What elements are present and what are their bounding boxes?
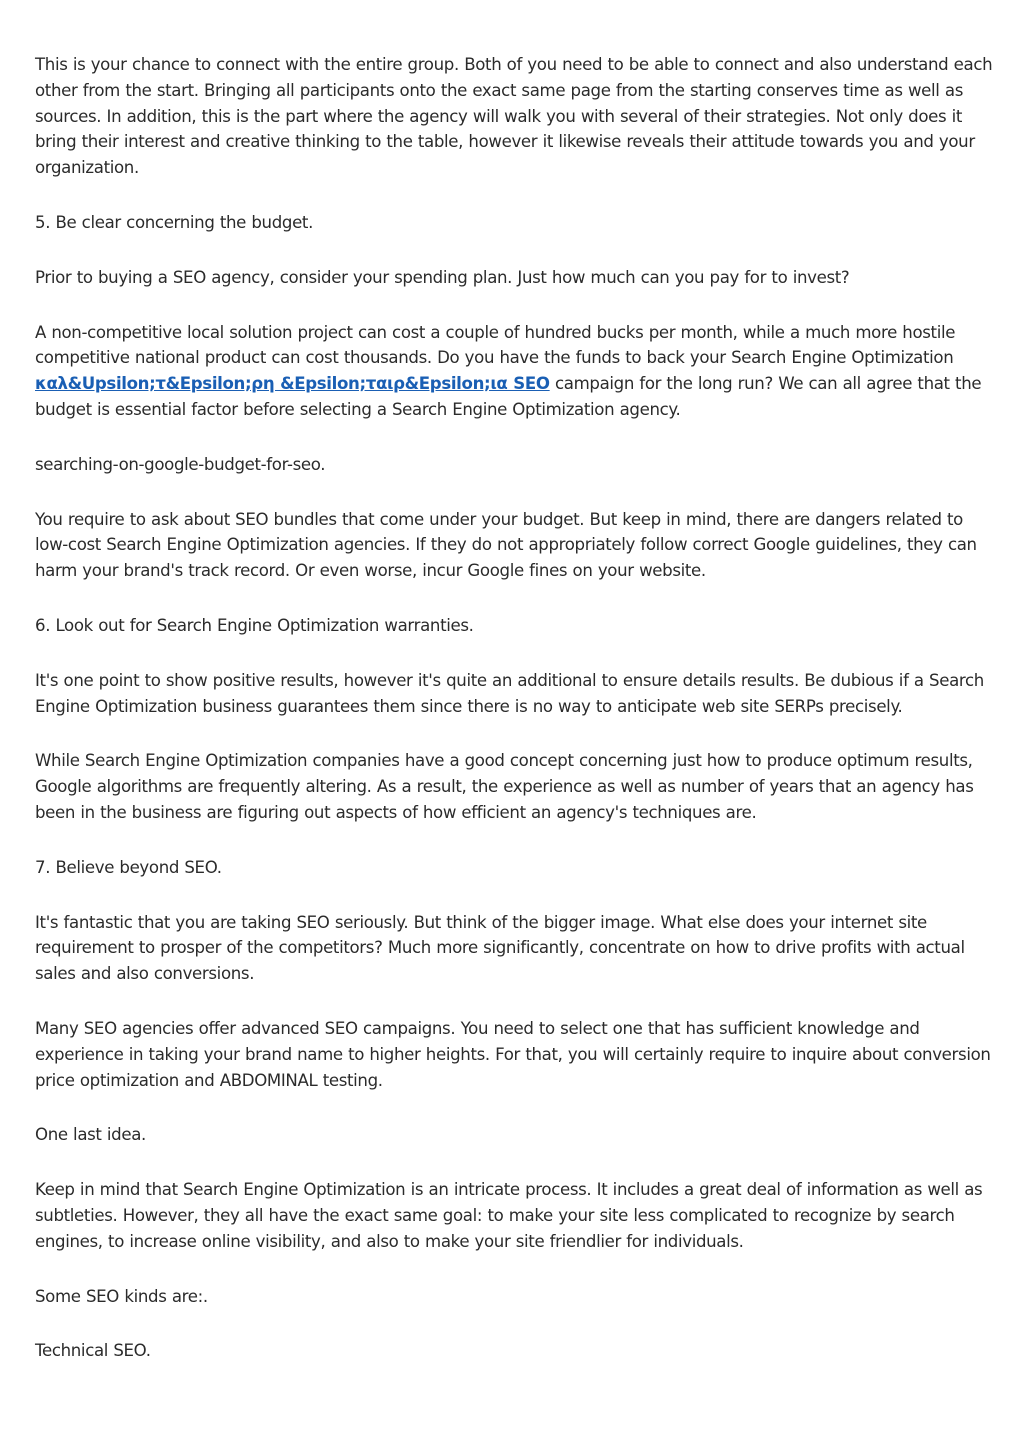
paragraph-seo-kinds: Some SEO kinds are:. (35, 1286, 208, 1306)
paragraph-bigger-image: It's fantastic that you are taking SEO seriously. But think of the bigger image. What else does your internet site requirement to prosper of the competitors? Much more significantly, concentrate on how to drive profits with actual sales and also conversions. (35, 912, 965, 984)
paragraph-algorithms: While Search Engine Optimization companies have a good concept concerning just how to produce optimum results, Google algorithms are frequently altering. As a result, the experience as well as number of years that an agency has been in the business are figuring out aspects of how efficient an agency's techniques are. (35, 751, 974, 822)
paragraph-project-cost-after: campaign for the long run? We can all agree that the budget is essential factor before selecting a Search Engine Optimization agency. (35, 374, 982, 419)
paragraph-intro: This is your chance to connect with the entire group. Both of you need to be able to connect and also understand each other from the start. Bringing all participants onto the exact same page from the starting conserves time as well as sources. In addition, this is the part where the agency will walk you with several of their strategies. Not only does it bring their interest and creative thinking to the table, however it likewise reveals their attitude towards you and your organization. (35, 55, 993, 178)
heading-warranties: 6. Look out for Search Engine Optimization warranties. (35, 615, 474, 635)
heading-beyond-seo: 7. Believe beyond SEO. (35, 857, 222, 877)
paragraph-technical-seo: Technical SEO. (35, 1341, 151, 1361)
seo-agency-link[interactable]: καλ&Upsilon;τ&Epsilon;ρη &Epsilon;ταιρ&Epsilon;ια SEO (35, 374, 550, 394)
paragraph-advanced-campaigns: Many SEO agencies offer advanced SEO campaigns. You need to select one that has sufficient knowledge and experience in taking your brand name to higher heights. For that, you will certainly require to inquire about conversion price optimization and ABDOMINAL testing. (35, 1018, 991, 1090)
paragraph-spending-plan: Prior to buying a SEO agency, consider your spending plan. Just how much can you pay for to invest? (35, 267, 850, 287)
document-body (35, 52, 993, 1393)
paragraph-project-cost (35, 320, 993, 423)
heading-last-idea: One last idea. (35, 1125, 146, 1145)
paragraph-positive-results: It's one point to show positive results, however it's quite an additional to ensure details results. Be dubious if a Search Engine Optimization business guarantees them since there is no way to anticipate web site SERPs precisely. (35, 670, 984, 716)
paragraph-project-cost-before: A non-competitive local solution project can cost a couple of hundred bucks per month, while a much more hostile competitive national product can cost thousands. Do you have the funds to back your Search Engine Optimization (35, 322, 956, 368)
paragraph-seo-bundles: You require to ask about SEO bundles that come under your budget. But keep in mind, there are dangers related to low-cost Search Engine Optimization agencies. If they do not appropriately follow correct Google guidelines, they can harm your brand's track record. Or even worse, incur Google fines on your website. (35, 509, 977, 581)
heading-budget: 5. Be clear concerning the budget. (35, 212, 314, 232)
paragraph-budget-tag: searching-on-google-budget-for-seo. (35, 454, 326, 474)
paragraph-intricate-process: Keep in mind that Search Engine Optimization is an intricate process. It includes a great deal of information as well as subtleties. However, they all have the exact same goal: to make your site less complicated to recognize by search engines, to increase online visibility, and also to make your site friendlier for individuals. (35, 1180, 983, 1251)
